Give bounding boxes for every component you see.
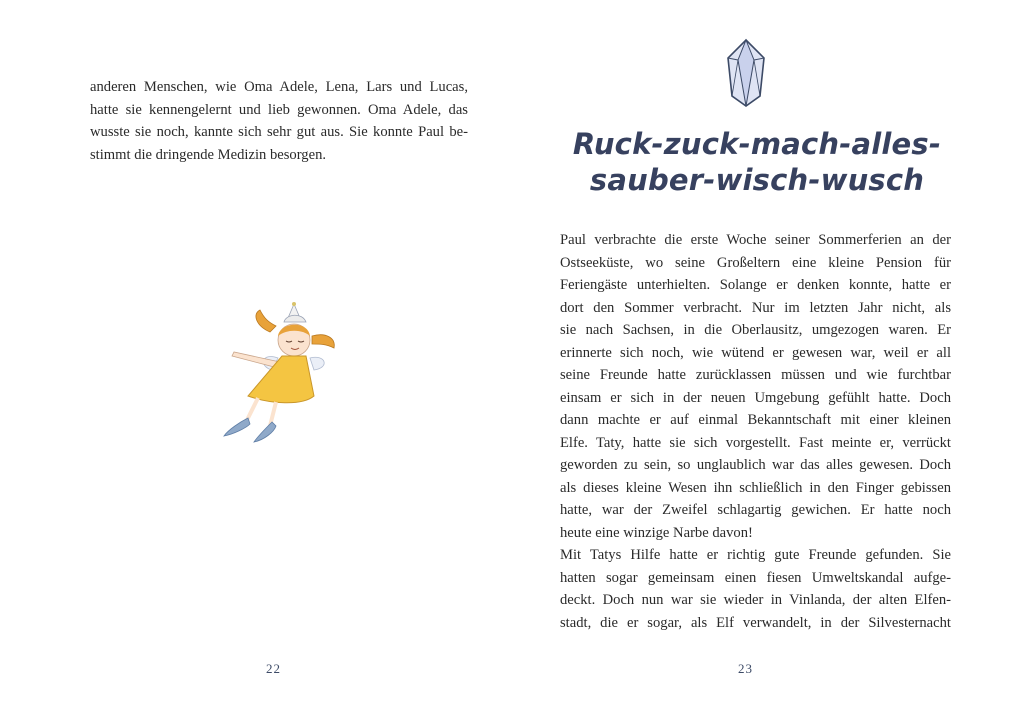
text-line: Paul verbrachte die erste Woche seiner Sommerferien an der xyxy=(560,232,951,248)
right-page-paragraph xyxy=(560,229,951,634)
text-line: stadt, die er sogar, als Elf verwandelt, in der Silvesternacht xyxy=(560,614,951,631)
text-line: einsam er sich in der neuen Umgebung gefühlt hatte. Doch xyxy=(560,389,951,406)
text-line: hatte sie kennengelernt und lieb gewonnen. Oma Adele, das xyxy=(90,101,468,118)
text-line: sie nach Sachsen, in die Oberlausitz, umgezogen waren. Er xyxy=(560,322,951,338)
text-line: Feriengäste unterhielten. Solange er denken konnte, hatte er xyxy=(560,277,951,293)
text-line: dann machte er auf einmal Bekanntschaft mit einer kleinen xyxy=(560,412,951,428)
text-line: Ostseeküste, wo seine Großeltern eine kleine Pension für xyxy=(560,254,951,271)
text-line: Elfe. Taty, hatte sie sich vorgestellt. Fast meinte er, verrückt xyxy=(560,434,951,451)
text-line: hatten sogar gemeinsam einen fiesen Umweltskandal aufge- xyxy=(560,569,951,586)
text-line: stimmt die dringende Medizin besorgen. xyxy=(90,146,327,163)
page-number-right: 23 xyxy=(738,661,753,676)
chapter-title xyxy=(562,126,952,198)
text-line: Mit Tatys Hilfe hatte er richtig gute Freunde gefunden. Sie xyxy=(560,547,951,563)
right-page xyxy=(512,0,1024,726)
text-line: dort den Sommer verbracht. Nur im letzten Jahr nicht, als xyxy=(560,299,951,316)
left-page-paragraph xyxy=(90,76,468,166)
text-line: seine Freunde hatte zurücklassen müssen und wie furchtbar xyxy=(560,367,951,383)
text-line: wusste sie noch, kannte sich sehr gut aus. Sie konnte Paul be- xyxy=(90,124,468,140)
chapter-title-line: sauber-wisch-wusch xyxy=(589,163,925,197)
text-line: erinnerte sich noch, wie wütend er gewesen war, weil er all xyxy=(560,344,951,361)
text-line: hatte, war der Zweifel schlagartig gewichen. Er hatte noch xyxy=(560,502,951,518)
page-number-left: 22 xyxy=(266,661,281,676)
text-line: anderen Menschen, wie Oma Adele, Lena, Lars und Lucas, xyxy=(90,79,468,95)
chapter-title-line: Ruck-zuck-mach-alles- xyxy=(572,127,942,161)
text-line: deckt. Doch nun war sie wieder in Vinlanda, der alten Elfen- xyxy=(560,592,951,608)
flying-elf-illustration xyxy=(218,296,342,446)
crystal-icon xyxy=(720,38,772,108)
text-line: geworden zu sein, so unglaublich war das alles gewesen. Doch xyxy=(560,457,951,473)
text-line: heute eine winzige Narbe davon! xyxy=(560,524,753,541)
text-line: als dieses kleine Wesen ihn schließlich in den Finger gebissen xyxy=(560,479,951,496)
